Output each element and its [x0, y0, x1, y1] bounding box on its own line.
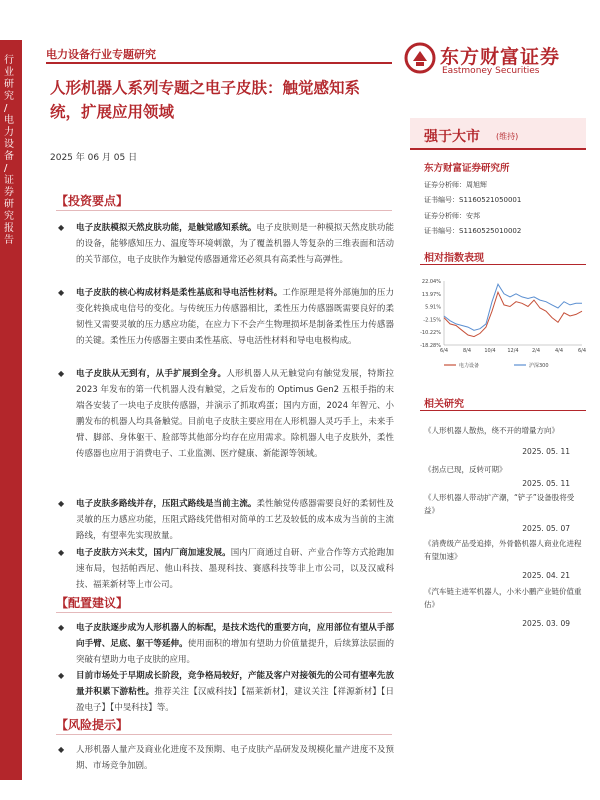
series-line-1	[444, 284, 582, 330]
related-item-5[interactable]: 《汽车链主进军机器人，小米小鹏产业链价值重估》	[424, 587, 582, 609]
logo-mark-icon	[404, 42, 436, 74]
legend-label-0: 电力设备	[459, 363, 480, 369]
section-advice-title: 【配置建议】	[56, 596, 129, 610]
x-tick-label: 8/4	[462, 348, 472, 354]
risk-point-text	[76, 742, 394, 774]
section-invest-rule	[56, 210, 392, 211]
advice-point-text	[76, 668, 394, 716]
y-tick-label: 5.91%	[425, 304, 441, 311]
institute-name: 东方财富证券研究所	[424, 163, 510, 174]
diamond-bullet-icon: ◆	[58, 288, 65, 297]
x-tick-label: 4/4	[554, 348, 564, 354]
invest-point-text	[76, 545, 394, 593]
legend-label-1: 沪深300	[529, 363, 549, 369]
invest-point-body: 柔性触觉传感器需要良好的柔韧性及灵敏的压力感应功能，压阻式路线凭借相对简单的工艺及较低的成本成为当前的主流路线，有望率先实现放量。	[76, 499, 394, 541]
diamond-bullet-icon: ◆	[58, 671, 65, 680]
x-tick-label: 12/4	[507, 348, 519, 354]
analyst-cert-2: 证书编号：S1160525010002	[424, 227, 522, 235]
logo-en-text: Eastmoney Securities	[442, 66, 540, 76]
diamond-bullet-icon: ◆	[58, 223, 65, 232]
invest-point-bold: 电子皮肤模拟天然皮肤功能，是触觉感知系统。	[76, 223, 257, 233]
related-item-4[interactable]: 《消费级产品受追捧，外骨骼机器人商业化进程有望加速》	[424, 539, 582, 561]
section-invest-title: 【投资要点】	[56, 194, 129, 208]
rating-label: 强于大市	[424, 129, 480, 145]
index-section-rule	[420, 264, 586, 265]
invest-point-body: 国内厂商通过自研、产业合作等方式抢跑加速布局，包括帕西尼、他山科技、墨现科技、赛感科技等非上市公司，以及汉威科技、福莱新材等上市公司。	[76, 548, 394, 590]
invest-point-text	[76, 496, 394, 544]
related-section-title: 相关研究	[424, 399, 464, 410]
section-advice	[50, 594, 394, 610]
advice-point-text	[76, 620, 394, 668]
y-tick-label: -2.15%	[423, 317, 441, 324]
y-tick-label: 22.04%	[421, 279, 441, 285]
x-tick-label: 6/4	[577, 348, 586, 354]
diamond-bullet-icon: ◆	[58, 745, 65, 754]
invest-point-body: 工作原理是将外部施加的压力变化转换成电信号的变化。与传统压力传感器相比，柔性压力传感器既需要良好的柔韧性又需要灵敏的压力感应功能，在应力下不会产生物理损坏是制备柔性压力传感器的关键。柔性压力传感器主要由柔性基底、导电活性材料和导电电极构成。	[76, 288, 394, 346]
section-invest	[50, 192, 394, 208]
company-logo	[404, 40, 584, 78]
section-risk	[50, 716, 394, 732]
related-section-rule	[420, 410, 586, 411]
related-item-1[interactable]: 《人形机器人散热，绕不开的增量方向》	[424, 426, 559, 435]
related-date-4: 2025. 04. 21	[522, 571, 570, 580]
doc-type-label: 电力设备行业专题研究	[46, 48, 156, 61]
analyst-name-1: 证券分析师：周旭辉	[424, 181, 487, 189]
risk-point-body: 人形机器人量产及商业化进度不及预期、电子皮肤产品研发及规模化量产进度不及预期、市场竞争加剧。	[76, 745, 394, 771]
diamond-bullet-icon: ◆	[58, 623, 65, 632]
advice-point-body: 推荐关注【汉威科技】【福莱新材】，建议关注【祥源新材】【日盈电子】【中旻科技】等。	[76, 687, 394, 713]
invest-point-bold: 电子皮肤从无到有，从手扩展到全身。	[76, 369, 227, 379]
x-tick-label: 2/4	[531, 348, 541, 354]
related-item-2[interactable]: 《拐点已现，反转可期》	[424, 465, 507, 474]
section-risk-rule	[56, 734, 392, 735]
invest-point-bold: 电子皮肤的核心构成材料是柔性基底和导电活性材料。	[76, 288, 283, 298]
invest-point-bold: 电子皮肤多路线并存，压阻式路线是当前主流。	[76, 499, 257, 509]
index-section-title: 相对指数表现	[424, 253, 484, 264]
advice-point-bold: 电子皮肤逐步成为人形机器人的标配，是技术迭代的重要方向，应用部位有望从手部向手臂、足底、躯干等延伸。	[76, 623, 394, 649]
header-rule	[46, 62, 392, 64]
section-advice-rule	[56, 612, 392, 613]
diamond-bullet-icon: ◆	[58, 369, 65, 378]
invest-point-bold: 电子皮肤方兴未艾，国内厂商加速发展。	[76, 548, 231, 558]
analyst-cert-1: 证书编号：S1160521050001	[424, 196, 522, 204]
relative-index-chart	[414, 275, 586, 373]
rating-note: (维持)	[496, 132, 519, 141]
invest-point-text	[76, 366, 394, 462]
report-date: 2025 年 06 月 05 日	[50, 153, 138, 163]
section-risk-title: 【风险提示】	[56, 718, 129, 732]
related-date-1: 2025. 05. 11	[522, 447, 570, 456]
y-tick-label: 13.97%	[421, 291, 441, 298]
report-title: 人形机器人系列专题之电子皮肤：触觉感知系统，扩展应用领域	[50, 79, 361, 121]
related-date-3: 2025. 05. 07	[522, 524, 570, 533]
series-line-0	[444, 292, 582, 336]
related-item-3[interactable]: 《人形机器人带动扩产潮，“铲子”设备股将受益》	[424, 493, 575, 515]
x-tick-label: 10/4	[484, 348, 496, 354]
rating-rule	[410, 148, 586, 150]
diamond-bullet-icon: ◆	[58, 499, 65, 508]
advice-point-bold: 目前市场处于早期成长阶段，竞争格局较好，产能及客户对接领先的公司有望率先放量并积累下游粘性。	[76, 671, 394, 697]
invest-point-body: 人形机器人从无触觉向有触觉发展，特斯拉 2023 年发布的第一代机器人没有触觉，之后发布的 Optimus Gen2 五根手指的末端各安装了一块电子皮肤传感器，并演示了抓取鸡蛋；国内方面，2024 年智元、小鹏发布的机器人均具备触觉。目前电子皮肤主要应用在人形机器人灵巧手上，未来手臂、脚部、身体躯干、脸部等其他部分均存在应用需求。除机器人电子皮肤外，柔性传感器也应用于消费电子、工业监测、医疗健康、新能源等领域。	[76, 369, 394, 459]
x-tick-label: 6/4	[439, 348, 449, 354]
logo-cn-text: 东方财富证券	[440, 46, 561, 68]
diamond-bullet-icon: ◆	[58, 548, 65, 557]
side-category-text: 行业研究 / 电力设备 / 证券研究报告	[4, 55, 14, 246]
advice-point-body: 使用面积的增加有望助力价值量提升，后续算法层面的突破有望助力电子皮肤的应用。	[76, 639, 394, 665]
y-tick-label: -18.28%	[420, 343, 441, 349]
related-date-2: 2025. 05. 11	[522, 479, 570, 488]
y-tick-label: -10.22%	[420, 330, 441, 337]
invest-point-body: 电子皮肤则是一种模拟天然皮肤功能的设备，能够感知压力、温度等环境刺激，为了覆盖机器人等复杂的三维表面和活动的关节部位，电子皮肤作为触觉传感器通常还必须具有高柔性与高弹性。	[76, 223, 394, 265]
analyst-name-2: 证券分析师：安邦	[424, 212, 480, 220]
invest-point-text	[76, 285, 394, 349]
invest-point-text	[76, 220, 394, 268]
related-date-5: 2025. 03. 09	[522, 619, 570, 628]
